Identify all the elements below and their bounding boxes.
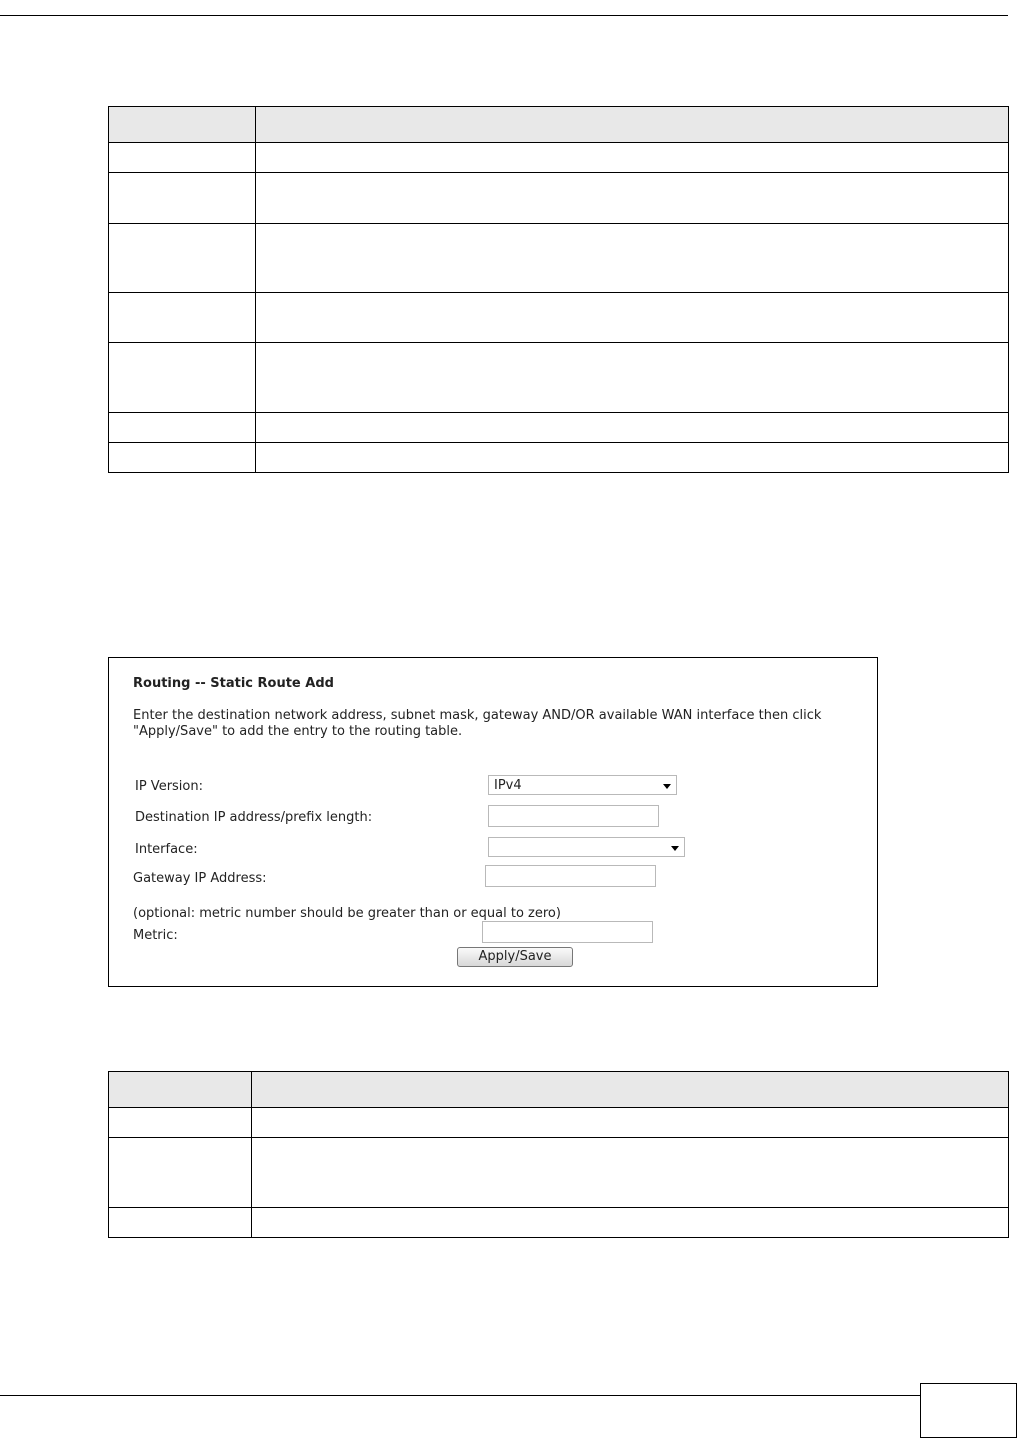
header-cell [256,107,1009,143]
chevron-down-icon [671,846,679,851]
table-row [109,1108,1009,1138]
table-row [109,143,1009,173]
table-row [109,1208,1009,1238]
table-row [109,413,1009,443]
header-cell [109,107,256,143]
ip-version-select[interactable] [488,775,677,795]
table-row [109,1138,1009,1208]
page-description: Enter the destination network address, subnet mask, gateway AND/OR available WAN interface then click "Apply/Save" to add the entry to the routing table. [133,708,822,739]
interface-select[interactable] [488,837,685,857]
metric-label: Metric: [133,928,178,943]
reference-table-bottom [108,1071,1009,1238]
header-cell [252,1072,1009,1108]
table-row [109,173,1009,224]
footer-rule [0,1395,920,1396]
gateway-ip-input[interactable] [485,865,656,887]
interface-label: Interface: [135,842,198,857]
static-route-add-screenshot [108,657,878,987]
table-row [109,443,1009,473]
metric-input[interactable] [482,921,653,943]
ip-version-value: IPv4 [494,778,522,793]
chevron-down-icon [663,784,671,789]
header-cell [109,1072,252,1108]
destination-label: Destination IP address/prefix length: [135,810,373,825]
page-number-box [920,1383,1017,1438]
table-row [109,343,1009,413]
page-title: Routing -- Static Route Add [133,676,334,691]
table-row [109,224,1009,293]
table-row [109,293,1009,343]
header-rule [0,15,1008,16]
metric-note: (optional: metric number should be greater than or equal to zero) [133,906,561,921]
apply-save-button[interactable]: Apply/Save [457,947,573,967]
gateway-label: Gateway IP Address: [133,871,267,886]
reference-table-top [108,106,1009,473]
destination-ip-input[interactable] [488,805,659,827]
ip-version-label: IP Version: [135,779,203,794]
